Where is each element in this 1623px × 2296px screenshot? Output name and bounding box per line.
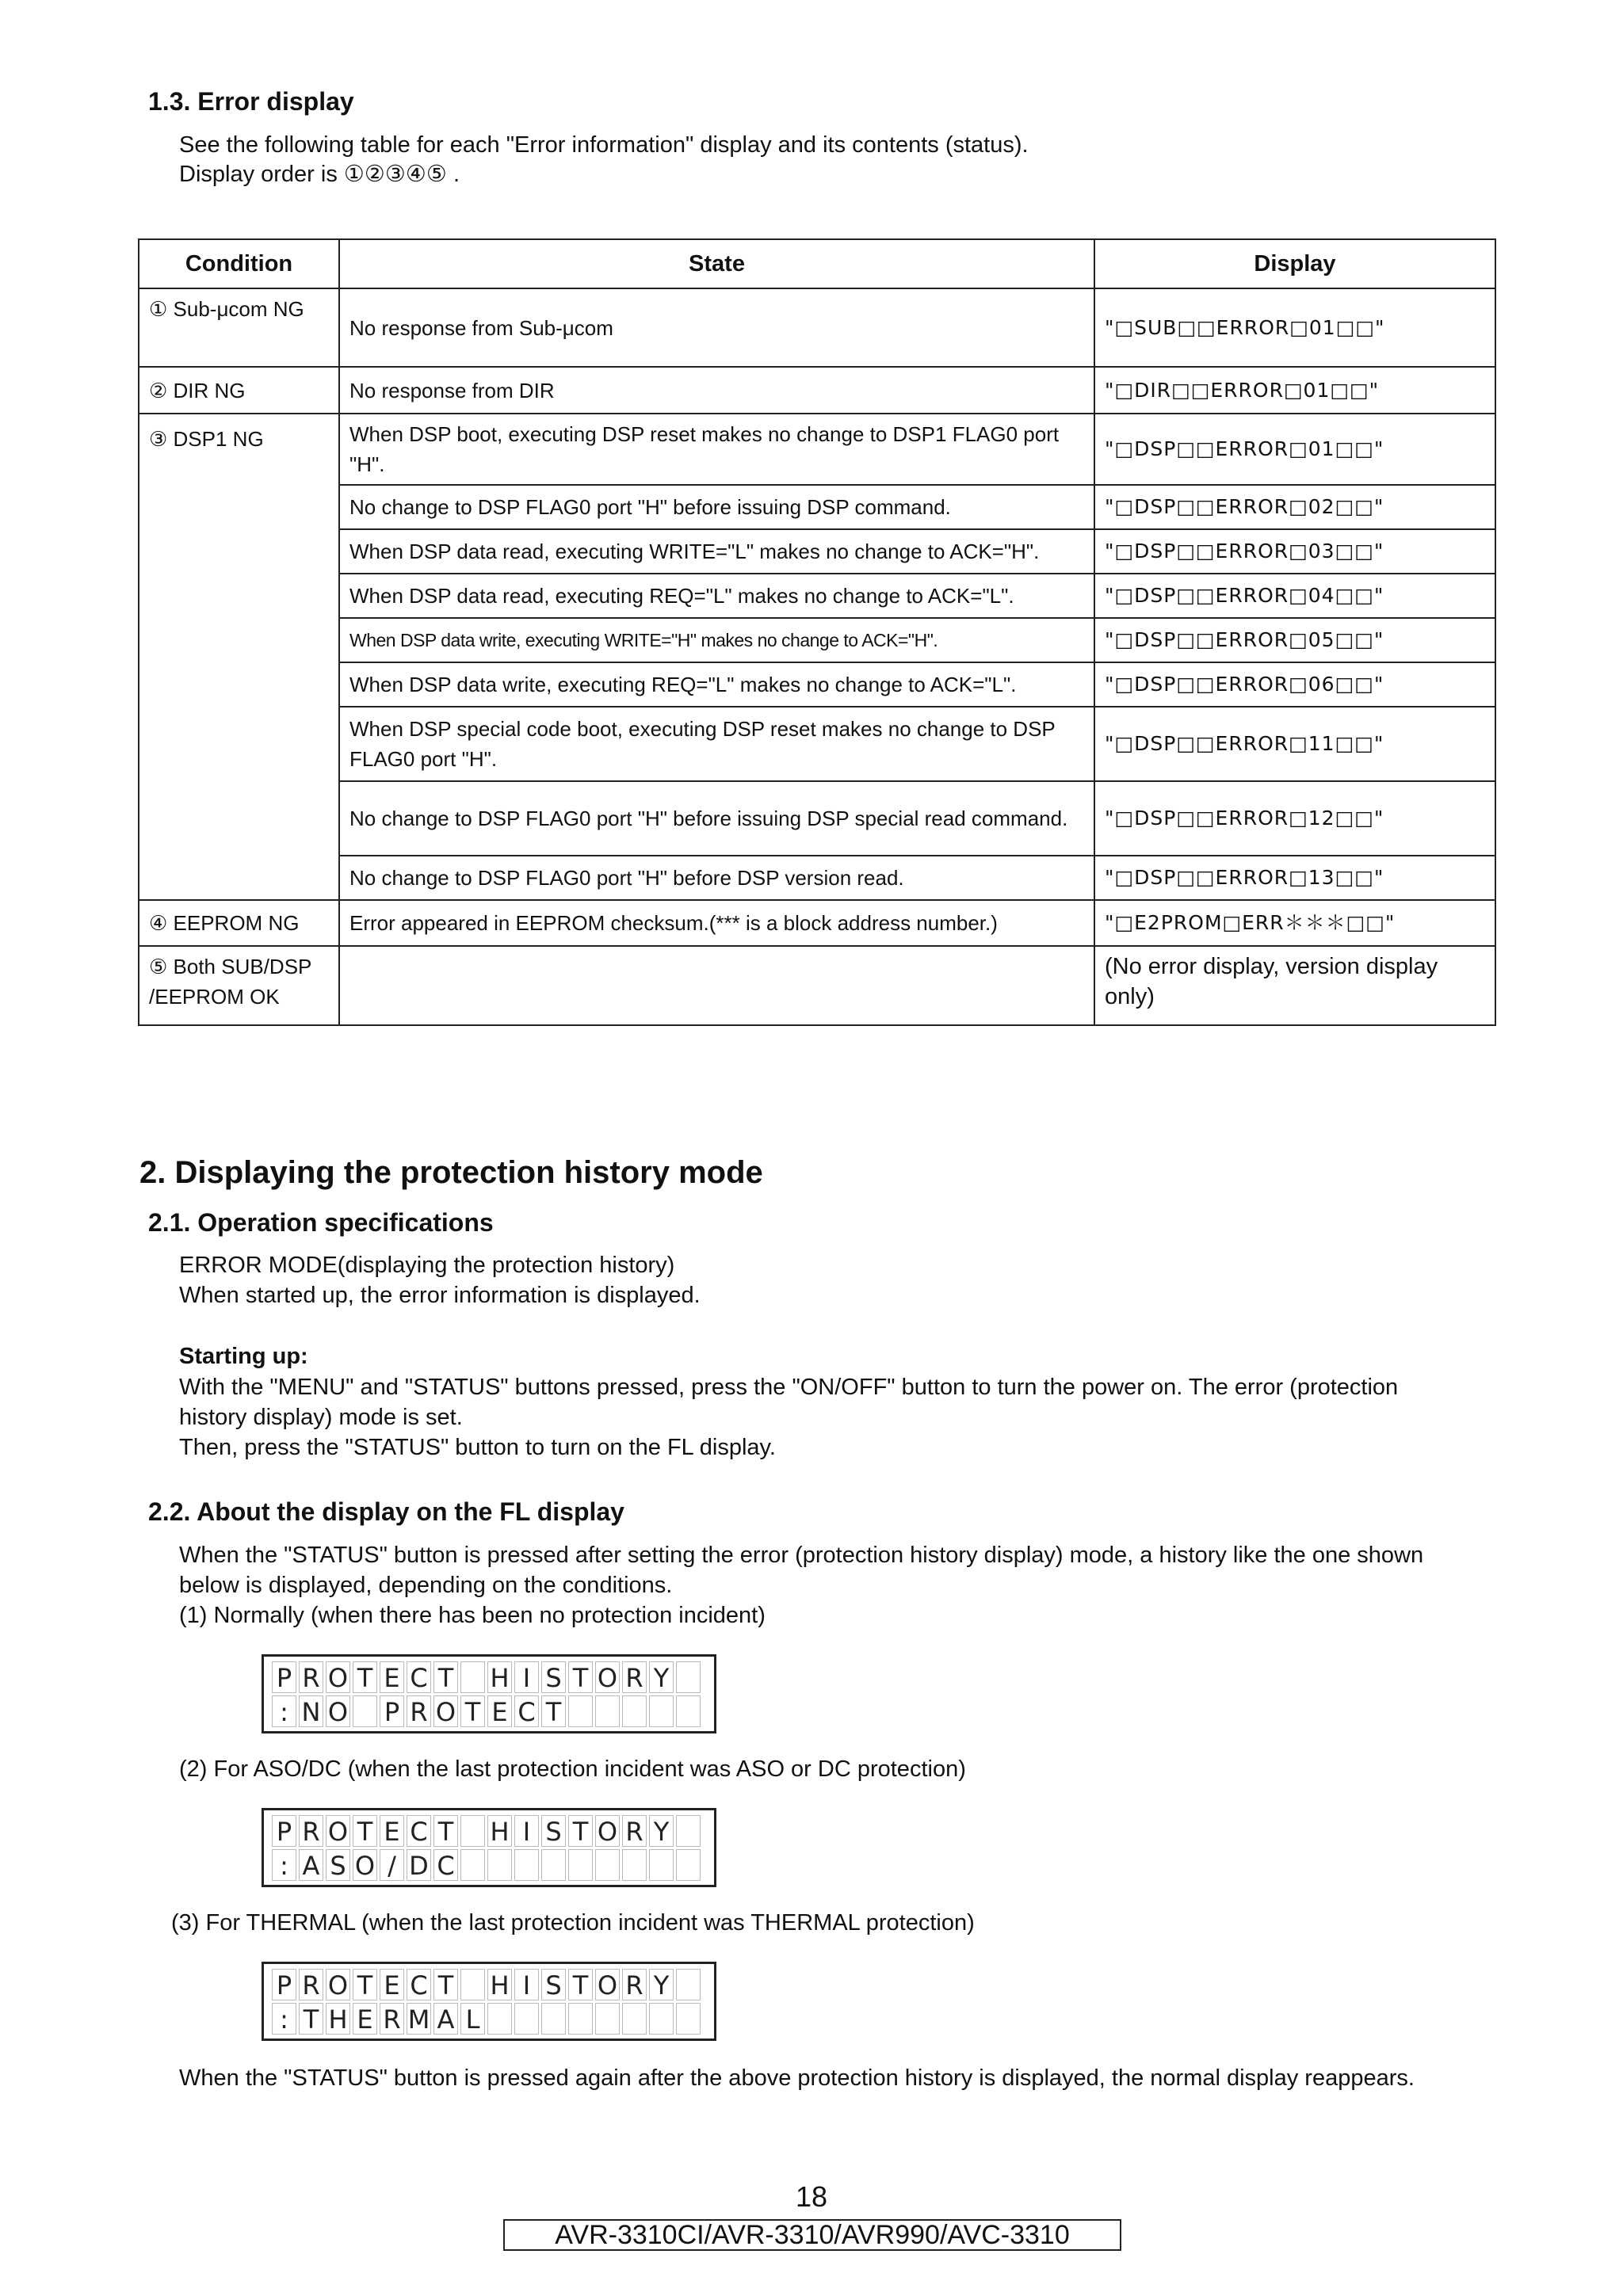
fl-char-cell bbox=[649, 2003, 674, 2035]
fl-char-cell: O bbox=[433, 1695, 458, 1727]
fl-char-cell: S bbox=[541, 1661, 566, 1693]
display-cell: "□DSP□□ERROR□02□□" bbox=[1094, 485, 1495, 529]
condition-cell bbox=[139, 707, 339, 781]
fl-char-cell: P bbox=[272, 1969, 296, 2000]
state-cell: When DSP data read, executing REQ="L" makes no change to ACK="L". bbox=[339, 574, 1094, 618]
fl-char-cell: E bbox=[380, 1969, 404, 2000]
starting-up-label: Starting up: bbox=[179, 1344, 308, 1369]
case-1-label: (1) Normally (when there has been no protection incident) bbox=[179, 1603, 766, 1628]
table-row bbox=[139, 574, 1495, 618]
fl-char-cell bbox=[676, 1661, 701, 1693]
fl-char-cell bbox=[460, 1969, 485, 2000]
table-row bbox=[139, 781, 1495, 856]
fl-char-cell: P bbox=[272, 1661, 296, 1693]
fl-char-cell: T bbox=[433, 1815, 458, 1847]
display-cell: "□DSP□□ERROR□05□□" bbox=[1094, 618, 1495, 662]
table-row bbox=[139, 414, 1495, 485]
fl-char-cell: S bbox=[326, 1849, 350, 1881]
table-row bbox=[139, 946, 1495, 1025]
fl-char-cell: C bbox=[514, 1695, 539, 1727]
fl-line-2 bbox=[272, 1849, 709, 1883]
fl-char-cell: T bbox=[433, 1661, 458, 1693]
intro-line-2: Display order is ①②③④⑤ . bbox=[179, 162, 460, 187]
fl-char-cell bbox=[622, 1849, 647, 1881]
fl-char-cell: P bbox=[380, 1695, 404, 1727]
fl-char-cell: N bbox=[299, 1695, 323, 1727]
fl-char-cell: A bbox=[299, 1849, 323, 1881]
fl-char-cell: R bbox=[622, 1661, 647, 1693]
fl-char-cell: T bbox=[299, 2003, 323, 2035]
fl-char-cell: S bbox=[541, 1815, 566, 1847]
fl-char-cell bbox=[460, 1661, 485, 1693]
condition-cell bbox=[139, 856, 339, 900]
fl-char-cell bbox=[676, 1695, 701, 1727]
table-row bbox=[139, 367, 1495, 414]
fl-char-cell: M bbox=[407, 2004, 430, 2035]
fl-char-cell: T bbox=[541, 1695, 566, 1727]
fl-char-cell: C bbox=[407, 1815, 431, 1847]
fl-char-cell bbox=[353, 1695, 377, 1727]
table-row bbox=[139, 856, 1495, 900]
fl-char-cell: O bbox=[326, 1815, 350, 1847]
fl-char-cell: R bbox=[407, 1695, 431, 1727]
fl-char-cell: R bbox=[380, 2003, 404, 2035]
fl-char-cell: O bbox=[595, 1969, 620, 2000]
fl-char-cell: E bbox=[487, 1695, 512, 1727]
fl-char-cell: Y bbox=[649, 1815, 674, 1847]
case-3-label: (3) For THERMAL (when the last protection incident was THERMAL protection) bbox=[171, 1910, 975, 1936]
state-cell: No change to DSP FLAG0 port "H" before issuing DSP special read command. bbox=[339, 781, 1094, 856]
fl-char-cell bbox=[595, 1849, 620, 1881]
condition-cell bbox=[139, 781, 339, 856]
state-cell: No change to DSP FLAG0 port "H" before DSP version read. bbox=[339, 856, 1094, 900]
fl-char-cell bbox=[541, 1849, 566, 1881]
section-heading-2: 2. Displaying the protection history mode bbox=[139, 1155, 763, 1190]
case-2-label: (2) For ASO/DC (when the last protection incident was ASO or DC protection) bbox=[179, 1756, 966, 1782]
error-display-table bbox=[138, 238, 1496, 1026]
fl-char-cell: O bbox=[595, 1661, 620, 1693]
fl-char-cell: : bbox=[272, 2003, 296, 2035]
fl-char-cell: E bbox=[380, 1661, 404, 1693]
state-cell: No response from DIR bbox=[339, 367, 1094, 414]
table-row bbox=[139, 662, 1495, 707]
fl-char-cell: I bbox=[514, 1661, 539, 1693]
table-row bbox=[139, 288, 1495, 367]
starting-line-2: history display) mode is set. bbox=[179, 1405, 463, 1430]
fl-char-cell: O bbox=[326, 1695, 350, 1727]
condition-cell bbox=[139, 485, 339, 529]
fl-char-cell: T bbox=[353, 1661, 377, 1693]
fl-char-cell bbox=[676, 1969, 701, 2000]
display-cell: "□DSP□□ERROR□13□□" bbox=[1094, 856, 1495, 900]
condition-cell: ③ DSP1 NG bbox=[139, 414, 339, 485]
fl-char-cell: T bbox=[460, 1695, 485, 1727]
header-condition: Condition bbox=[139, 239, 339, 288]
fl-line-1 bbox=[272, 1661, 709, 1695]
fl-char-cell: Y bbox=[649, 1661, 674, 1693]
state-cell bbox=[339, 946, 1094, 1025]
fl-char-cell: R bbox=[622, 1815, 647, 1847]
table-row bbox=[139, 529, 1495, 574]
header-display: Display bbox=[1094, 239, 1495, 288]
fl-line-1 bbox=[272, 1969, 709, 2003]
section-heading-2-2: 2.2. About the display on the FL display bbox=[148, 1497, 624, 1526]
starting-line-1: With the "MENU" and "STATUS" buttons pressed, press the "ON/OFF" button to turn the power on. The error (protection bbox=[179, 1375, 1399, 1400]
fl-char-cell: D bbox=[407, 1849, 431, 1881]
fl-char-cell: O bbox=[595, 1815, 620, 1847]
state-cell: No change to DSP FLAG0 port "H" before issuing DSP command. bbox=[339, 485, 1094, 529]
fl-char-cell bbox=[676, 2003, 701, 2035]
fl-char-cell bbox=[568, 1695, 593, 1727]
fl-char-cell bbox=[622, 1695, 647, 1727]
fl-char-cell: T bbox=[568, 1969, 593, 2000]
display-cell: "□DIR□□ERROR□01□□" bbox=[1094, 367, 1495, 414]
fl-display-thermal bbox=[262, 1962, 716, 2041]
fl-char-cell: H bbox=[487, 1969, 512, 2000]
fl-char-cell bbox=[649, 1695, 674, 1727]
display-cell: "□DSP□□ERROR□11□□" bbox=[1094, 707, 1495, 781]
state-cell: When DSP special code boot, executing DSP reset makes no change to DSP FLAG0 port "H". bbox=[339, 707, 1094, 781]
s21-line-2: When started up, the error information is displayed. bbox=[179, 1283, 701, 1308]
fl-char-cell: T bbox=[568, 1661, 593, 1693]
fl-char-cell: T bbox=[353, 1969, 377, 2000]
condition-cell bbox=[139, 574, 339, 618]
condition-cell: ② DIR NG bbox=[139, 367, 339, 414]
state-cell: When DSP boot, executing DSP reset makes no change to DSP1 FLAG0 port "H". bbox=[339, 414, 1094, 485]
display-cell: "□SUB□□ERROR□01□□" bbox=[1094, 288, 1495, 367]
fl-char-cell: T bbox=[433, 1969, 458, 2000]
section-heading-2-1: 2.1. Operation specifications bbox=[148, 1208, 494, 1237]
display-cell: "□DSP□□ERROR□03□□" bbox=[1094, 529, 1495, 574]
fl-char-cell bbox=[541, 2003, 566, 2035]
fl-char-cell: A bbox=[433, 2003, 458, 2035]
fl-char-cell: R bbox=[299, 1661, 323, 1693]
fl-line-1 bbox=[272, 1815, 709, 1849]
display-cell: "□DSP□□ERROR□12□□" bbox=[1094, 781, 1495, 856]
fl-char-cell: C bbox=[407, 1661, 431, 1693]
display-cell: "□DSP□□ERROR□01□□" bbox=[1094, 414, 1495, 485]
fl-char-cell: / bbox=[380, 1849, 404, 1881]
fl-char-cell: O bbox=[326, 1969, 350, 2000]
fl-char-cell: O bbox=[353, 1849, 377, 1881]
fl-char-cell bbox=[595, 1695, 620, 1727]
s22-line-1: When the "STATUS" button is pressed after setting the error (protection history display) mode, a history like the one shown bbox=[179, 1543, 1424, 1568]
condition-cell: ① Sub-μcom NG bbox=[139, 288, 339, 367]
page-number: 18 bbox=[795, 2180, 828, 2213]
closing-note: When the "STATUS" button is pressed again after the above protection history is displayed, the normal display reappears. bbox=[179, 2065, 1415, 2091]
fl-char-cell: Y bbox=[649, 1969, 674, 2000]
state-cell: When DSP data read, executing WRITE="L" makes no change to ACK="H". bbox=[339, 529, 1094, 574]
s21-line-1: ERROR MODE(displaying the protection history) bbox=[179, 1253, 675, 1278]
fl-char-cell bbox=[460, 1849, 485, 1881]
fl-char-cell bbox=[460, 1815, 485, 1847]
model-number-box: AVR-3310CI/AVR-3310/AVR990/AVC-3310 bbox=[503, 2219, 1121, 2251]
fl-line-2 bbox=[272, 2003, 709, 2037]
condition-cell bbox=[139, 618, 339, 662]
fl-char-cell bbox=[676, 1849, 701, 1881]
fl-char-cell: C bbox=[433, 1849, 458, 1881]
state-cell: When DSP data write, executing REQ="L" makes no change to ACK="L". bbox=[339, 662, 1094, 707]
fl-char-cell: T bbox=[353, 1815, 377, 1847]
fl-char-cell bbox=[595, 2003, 620, 2035]
fl-char-cell bbox=[568, 1849, 593, 1881]
fl-char-cell: H bbox=[487, 1661, 512, 1693]
fl-char-cell bbox=[487, 1849, 512, 1881]
condition-cell bbox=[139, 662, 339, 707]
table-row bbox=[139, 618, 1495, 662]
fl-char-cell: R bbox=[299, 1969, 323, 2000]
intro-line-1: See the following table for each "Error information" display and its contents (status). bbox=[179, 132, 1029, 158]
fl-char-cell: E bbox=[353, 2003, 377, 2035]
fl-char-cell bbox=[487, 2003, 512, 2035]
display-cell: (No error display, version display only) bbox=[1094, 946, 1495, 1025]
table-row bbox=[139, 707, 1495, 781]
condition-cell: ④ EEPROM NG bbox=[139, 900, 339, 946]
fl-char-cell bbox=[676, 1815, 701, 1847]
state-cell: When DSP data write, executing WRITE="H" makes no change to ACK="H". bbox=[339, 618, 1094, 662]
state-cell: No response from Sub-μcom bbox=[339, 288, 1094, 367]
fl-char-cell: H bbox=[487, 1815, 512, 1847]
fl-char-cell bbox=[514, 2003, 539, 2035]
condition-cell: ⑤ Both SUB/DSP /EEPROM OK bbox=[139, 946, 339, 1025]
starting-line-3: Then, press the "STATUS" button to turn on the FL display. bbox=[179, 1435, 776, 1460]
state-cell: Error appeared in EEPROM checksum.(*** is a block address number.) bbox=[339, 900, 1094, 946]
section-heading-1-3: 1.3. Error display bbox=[148, 87, 354, 116]
header-state: State bbox=[339, 239, 1094, 288]
fl-char-cell: I bbox=[514, 1969, 539, 2000]
fl-char-cell: P bbox=[272, 1815, 296, 1847]
fl-char-cell: C bbox=[407, 1969, 431, 2000]
s22-line-2: below is displayed, depending on the conditions. bbox=[179, 1573, 673, 1598]
fl-char-cell: R bbox=[622, 1969, 647, 2000]
fl-char-cell bbox=[649, 1849, 674, 1881]
display-cell: "□E2PROM□ERR＊＊＊□□" bbox=[1094, 900, 1495, 946]
fl-char-cell bbox=[622, 2003, 647, 2035]
fl-char-cell: : bbox=[272, 1849, 296, 1881]
fl-char-cell: H bbox=[326, 2003, 350, 2035]
fl-char-cell: I bbox=[514, 1815, 539, 1847]
condition-cell bbox=[139, 529, 339, 574]
fl-char-cell: L bbox=[460, 2003, 485, 2035]
table-row bbox=[139, 485, 1495, 529]
fl-char-cell: E bbox=[380, 1815, 404, 1847]
fl-char-cell bbox=[514, 1849, 539, 1881]
display-cell: "□DSP□□ERROR□06□□" bbox=[1094, 662, 1495, 707]
fl-char-cell: : bbox=[272, 1695, 296, 1727]
table-header-row bbox=[139, 239, 1495, 288]
fl-char-cell: R bbox=[299, 1815, 323, 1847]
table-row bbox=[139, 900, 1495, 946]
fl-char-cell bbox=[568, 2003, 593, 2035]
fl-display-no-protect bbox=[262, 1654, 716, 1733]
fl-char-cell: T bbox=[568, 1815, 593, 1847]
fl-char-cell: S bbox=[541, 1969, 566, 2000]
fl-line-2 bbox=[272, 1695, 709, 1730]
fl-char-cell: O bbox=[326, 1661, 350, 1693]
fl-display-aso-dc bbox=[262, 1808, 716, 1887]
display-cell: "□DSP□□ERROR□04□□" bbox=[1094, 574, 1495, 618]
